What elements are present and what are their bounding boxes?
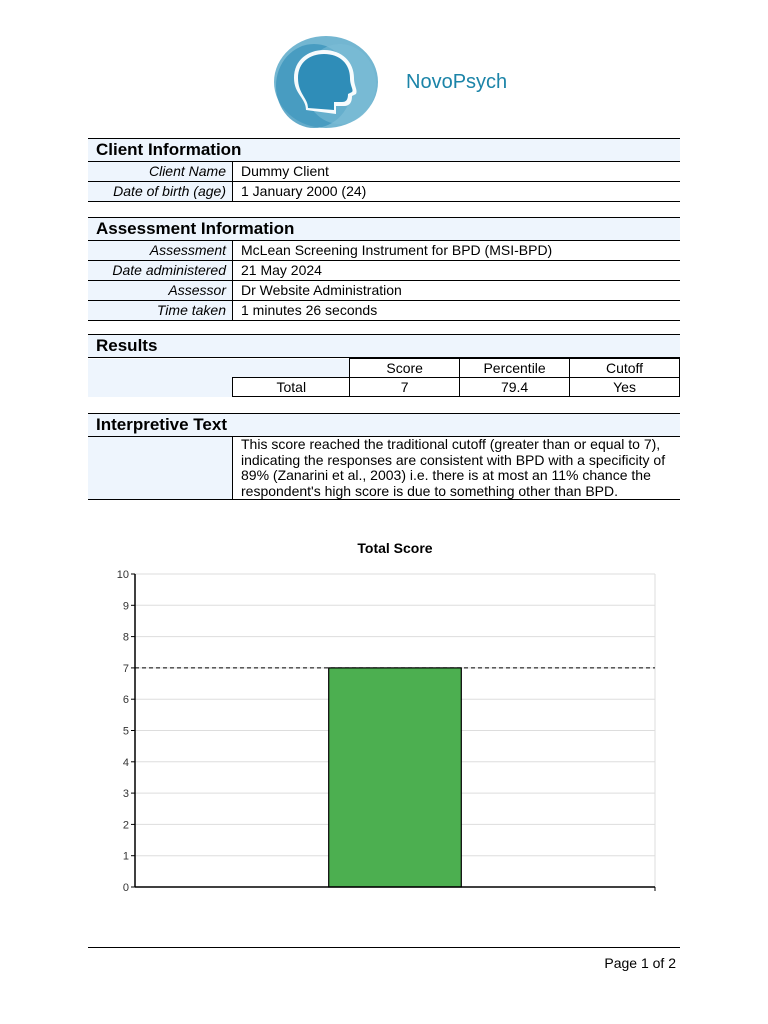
row-label: Assessor (88, 281, 233, 300)
score-header: Score (350, 359, 460, 378)
row-value: Dr Website Administration (241, 282, 402, 298)
page-number: Page 1 of 2 (604, 955, 676, 971)
row-value: 1 minutes 26 seconds (241, 302, 378, 318)
section-title: Assessment Information (88, 217, 680, 241)
interpretive-line: This score reached the traditional cutoff (greater than or equal to 7), (241, 436, 661, 452)
date-administered-row (88, 261, 680, 281)
cutoff-value: Yes (570, 378, 680, 397)
client-information-section (88, 138, 680, 202)
y-tick-label: 0 (122, 882, 129, 894)
novopsych-logo-icon (272, 34, 380, 130)
results-section (88, 334, 680, 397)
date-of-birth-row (88, 182, 680, 202)
percentile-header: Percentile (460, 359, 570, 378)
cutoff-header: Cutoff (570, 359, 680, 378)
results-table (88, 358, 680, 397)
interpretive-line: indicating the responses are consistent with BPD with a specificity of (241, 451, 666, 468)
interpretive-label-cell (88, 437, 233, 499)
brand-name: NovoPsych (406, 71, 508, 93)
percentile-value: 79.4 (460, 378, 570, 397)
row-value: Dummy Client (241, 163, 329, 179)
assessment-row (88, 241, 680, 261)
client-name-row (88, 162, 680, 182)
total-score-chart (100, 536, 680, 906)
row-label: Assessment (88, 241, 233, 260)
chart-title: Total Score (357, 540, 433, 556)
y-tick-label: 1 (122, 850, 129, 863)
footer-divider (88, 947, 680, 948)
y-tick-label: 9 (122, 600, 129, 613)
score-value: 7 (350, 378, 460, 397)
section-title: Client Information (88, 138, 680, 162)
row-label: Date administered (88, 261, 233, 280)
row-label: Client Name (88, 162, 233, 181)
row-value: 21 May 2024 (241, 262, 322, 278)
y-tick-label: 7 (122, 662, 129, 675)
y-tick-label: 8 (122, 631, 129, 644)
y-tick-label: 2 (122, 819, 129, 832)
interpretive-text (233, 437, 680, 499)
y-tick-label: 5 (122, 725, 129, 738)
row-label: Date of birth (age) (88, 182, 233, 201)
total-row-label: Total (233, 378, 350, 397)
section-title: Interpretive Text (88, 413, 680, 437)
y-tick-label: 4 (122, 756, 129, 769)
y-tick-label: 10 (116, 569, 129, 581)
y-tick-label: 3 (122, 788, 129, 801)
interpretive-line: respondent's high score is due to something other than BPD. (241, 482, 619, 499)
interpretive-line: 89% (Zanarini et al., 2003) i.e. there is at most an 11% chance the (241, 467, 651, 483)
bar-total-score (329, 668, 462, 887)
assessor-row (88, 281, 680, 301)
time-taken-row (88, 301, 680, 321)
row-value: 1 January 2000 (24) (241, 183, 367, 199)
row-label: Time taken (88, 301, 233, 320)
y-tick-label: 6 (122, 694, 129, 707)
section-title: Results (88, 334, 680, 358)
interpretive-row (88, 437, 680, 500)
interpretive-text-section (88, 413, 680, 500)
assessment-information-section (88, 217, 680, 321)
row-value: McLean Screening Instrument for BPD (MSI-BPD) (241, 242, 553, 258)
